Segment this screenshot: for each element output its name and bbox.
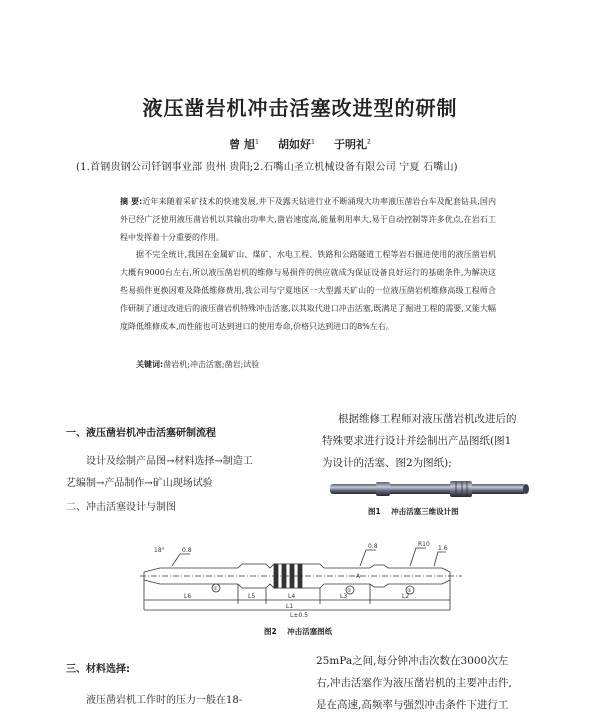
rod-collar xyxy=(450,481,472,497)
callout-label: ② xyxy=(347,588,352,594)
right-para-line: 特殊要求进行设计并绘制出产品图纸(图1 xyxy=(322,435,512,447)
dim-label-l5: L5 xyxy=(248,593,256,600)
figure-1-rod-image xyxy=(320,470,540,510)
callout-label: ① xyxy=(213,586,218,592)
keywords-label: 关键词: xyxy=(136,360,164,369)
dim-label-total: L±0.5 xyxy=(290,612,308,618)
author-sup: 1 xyxy=(255,138,259,146)
radius-label: R10 xyxy=(418,541,430,548)
keywords xyxy=(136,359,259,370)
rod-shaft xyxy=(330,484,526,494)
piston-outline-bottom xyxy=(144,580,450,588)
roughness-label: 0.8 xyxy=(182,547,192,554)
figure-2-drawing xyxy=(120,528,480,618)
groove xyxy=(274,564,278,588)
author-name: 曾 旭 xyxy=(229,138,256,151)
callout-label: ③ xyxy=(407,588,412,594)
rod-end xyxy=(523,484,529,494)
groove xyxy=(290,564,294,588)
section-1-para-line-2: 艺编制→产品制作→矿山现场试验 xyxy=(66,478,213,489)
angle-label: 18° xyxy=(154,547,165,554)
right-para-line: 根据维修工程师对液压凿岩机改进后的 xyxy=(338,413,517,425)
right-para-line: 为设计的活塞、图2为图纸); xyxy=(322,457,452,469)
author-name: 胡如好 xyxy=(278,138,311,151)
ref-mark: A xyxy=(356,573,361,580)
figure-1-label: 图1 xyxy=(368,507,381,516)
piston-outline-top xyxy=(144,564,450,572)
paper-title: 液压凿岩机冲击活塞改进型的研制 xyxy=(142,96,458,120)
rod-collar xyxy=(376,482,390,496)
affiliation: (1.首钢贵钢公司钎钢事业部 贵州 贵阳;2.石嘴山圣立机械设备有限公司 宁夏 石嘴山) xyxy=(76,162,458,173)
roughness-label: 0.8 xyxy=(368,543,378,550)
figure-1-caption-text: 冲击活塞三维设计图 xyxy=(391,507,459,516)
section-2-title: 二、冲击活塞设计与制图 xyxy=(66,502,176,513)
dim-label-l3: L3 xyxy=(340,593,348,600)
figure-2-caption-text: 冲击活塞图纸 xyxy=(287,627,333,636)
author-sup: 2 xyxy=(366,138,371,146)
right-bottom-line: 是在高速,高频率与强烈冲击条件下进行工 xyxy=(316,699,509,711)
roughness-label: 1.6 xyxy=(438,545,448,552)
dim-label-l4: L4 xyxy=(288,593,296,600)
abstract-label: 摘 要: xyxy=(120,197,143,206)
dim-label-l1: L1 xyxy=(286,603,294,610)
abstract-paragraph-2: 据不完全统计,我国在金属矿山、煤矿、水电工程、铁路和公路隧道工程等岩石掘进使用的液压凿岩机大概有9000台左右,所以液压凿岩机的维修与易损件的供应就成为保证设备良好运行的基础条件,为解决这些易损件更换因难及降低维修费用,我公司与宁夏地区一大型露天矿山的一位液压凿岩机维修高级工程师合作研制了通过改进后的液压凿岩机特殊冲击活塞,以其取代进口冲击活塞,既满足了掘进工程的需要,又能大幅度降低维修成本,而性能也可达到进口的使用寿命,价格只达到进口的8%左右。 xyxy=(120,250,496,331)
section-3-title: 三、材料选择: xyxy=(66,664,130,675)
figure-2-label: 图2 xyxy=(264,627,277,636)
section-1-para-line-1: 设计及绘制产品图→材料选择→制造工 xyxy=(86,456,253,467)
section-1-title: 一、液压凿岩机冲击活塞研制流程 xyxy=(66,428,216,439)
right-bottom-para xyxy=(316,650,512,716)
dim-label-l2: L2 xyxy=(402,593,410,600)
dim-label-l6: L6 xyxy=(184,593,192,600)
figure-2-caption xyxy=(264,626,332,637)
abstract xyxy=(120,193,496,247)
keywords-text: 凿岩机;冲击活塞;凿岩;试验 xyxy=(163,360,260,369)
right-bottom-line: 右,冲击活塞作为液压凿岩机的主要冲击件, xyxy=(316,677,512,689)
right-bottom-line: 25mPa之间,每分钟冲击次数在3000次左 xyxy=(316,655,509,667)
author-sup: 1 xyxy=(311,138,315,146)
figure-1-caption xyxy=(368,506,459,517)
section-3-para: 液压凿岩机工作时的压力一般在18- xyxy=(86,695,243,706)
groove xyxy=(298,564,302,588)
author-name: 于明礼 xyxy=(333,138,367,151)
groove xyxy=(282,564,286,588)
abstract-text: 近年来随着采矿技术的快速发展,井下及露天钻进行业不断涌现大功率液压凿岩台车及配套钻具,国内外已经广泛使用液压凿岩机以其输出功率大,凿岩速度高,能量利用率大,易于自动控制等许多优点,在岩石工程中发挥着十分重要的作用。 xyxy=(120,197,496,242)
author-line xyxy=(0,136,600,152)
right-column-para xyxy=(322,408,517,474)
